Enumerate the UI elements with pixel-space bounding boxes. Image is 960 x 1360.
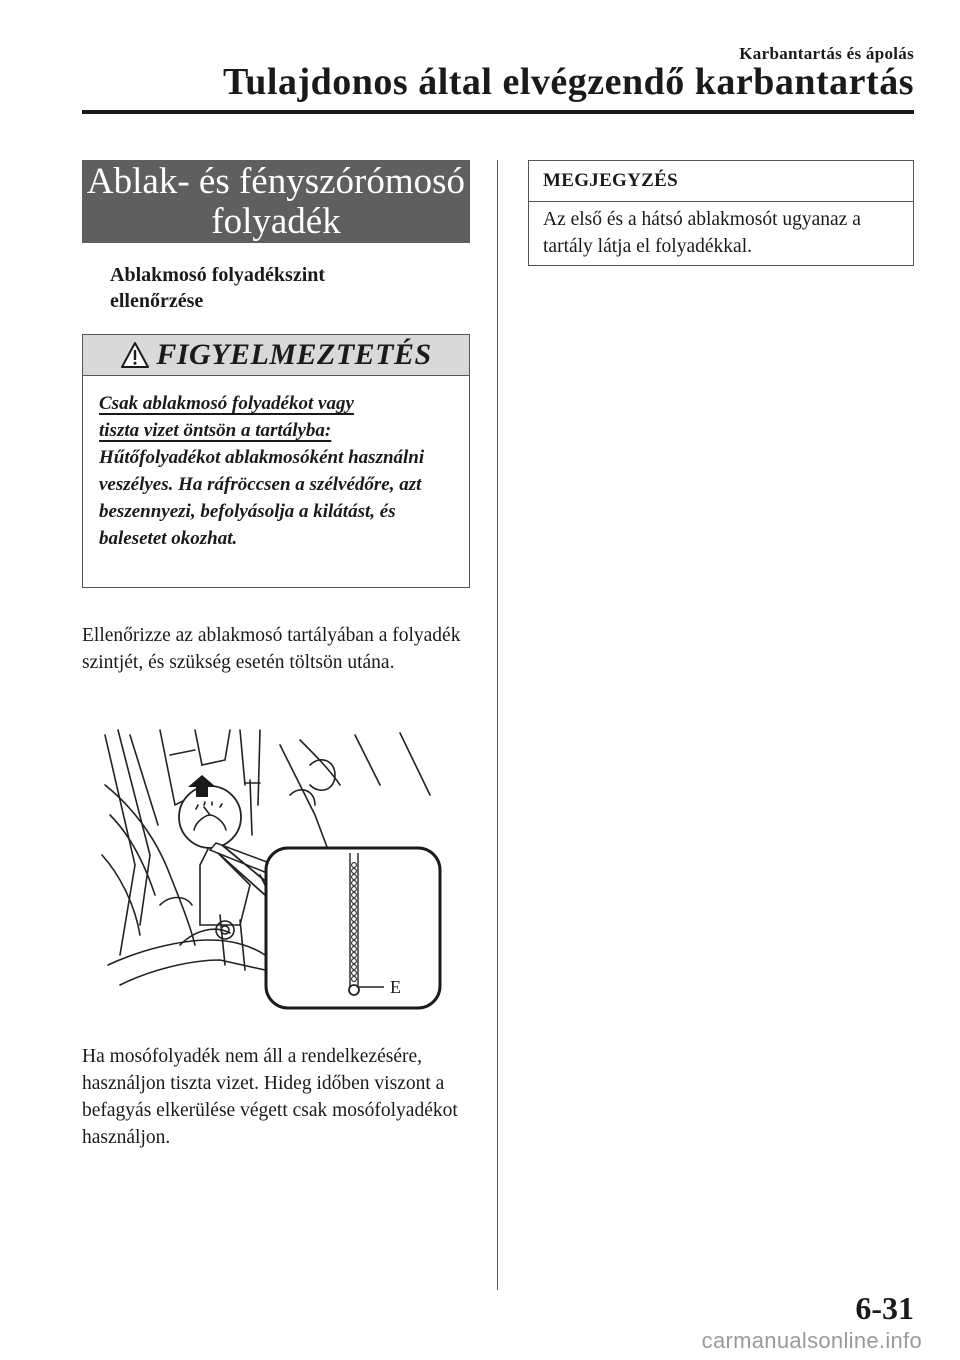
- note-body: Az első és a hátsó ablakmosót ugyanaz a tartály látja el folyadékkal.: [543, 209, 861, 257]
- figure-label-e: E: [390, 977, 401, 997]
- warning-box: [82, 334, 470, 588]
- section-title-line2: folyadék: [211, 201, 341, 242]
- chapter-label: Karbantartás és ápolás: [739, 44, 914, 63]
- section-title-box: [82, 160, 470, 243]
- warning-line2: tiszta vizet öntsön a tartályba:: [99, 420, 332, 441]
- page-number: 6-31: [855, 1290, 914, 1326]
- warning-title: FIGYELMEZTETÉS: [156, 338, 432, 371]
- note-title: MEGJEGYZÉS: [529, 161, 913, 202]
- column-divider: [497, 160, 498, 1290]
- header-rule: [82, 110, 914, 114]
- subheading: [110, 262, 450, 314]
- subheading-line1: Ablakmosó folyadékszint: [110, 264, 326, 286]
- note-box: [528, 160, 914, 266]
- paragraph-check-level: Ellenőrizze az ablakmosó tartályában a folyadék szintjét, és szükség esetén töltsön utána.: [82, 625, 461, 673]
- warning-text: Hűtőfolyadékot ablakmosóként használni veszélyes. Ha ráfröccsen a szélvédőre, azt beszennyezi, befolyásolja a kilátást, és balesetet okozhat.: [99, 447, 425, 549]
- warning-header: [83, 335, 469, 376]
- warning-line1: Csak ablakmosó folyadékot vagy: [99, 393, 354, 414]
- engine-bay-illustration: [100, 725, 450, 1015]
- section-title-line1: Ablak- és fényszórómosó: [86, 161, 466, 202]
- warning-triangle-icon: [120, 341, 150, 369]
- watermark: carmanualsonline.info: [701, 1328, 922, 1353]
- washer-reservoir-figure: [100, 725, 450, 1015]
- warning-body: [83, 376, 469, 552]
- subheading-line2: ellenőrzése: [110, 290, 204, 312]
- paragraph-no-fluid: Ha mosófolyadék nem áll a rendelkezésére, használjon tiszta vizet. Hideg időben viszont a befagyás elkerülése végett csak mosófolyadékot használjon.: [82, 1046, 458, 1148]
- page-header-title: Tulajdonos által elvégzendő karbantartás: [222, 61, 914, 103]
